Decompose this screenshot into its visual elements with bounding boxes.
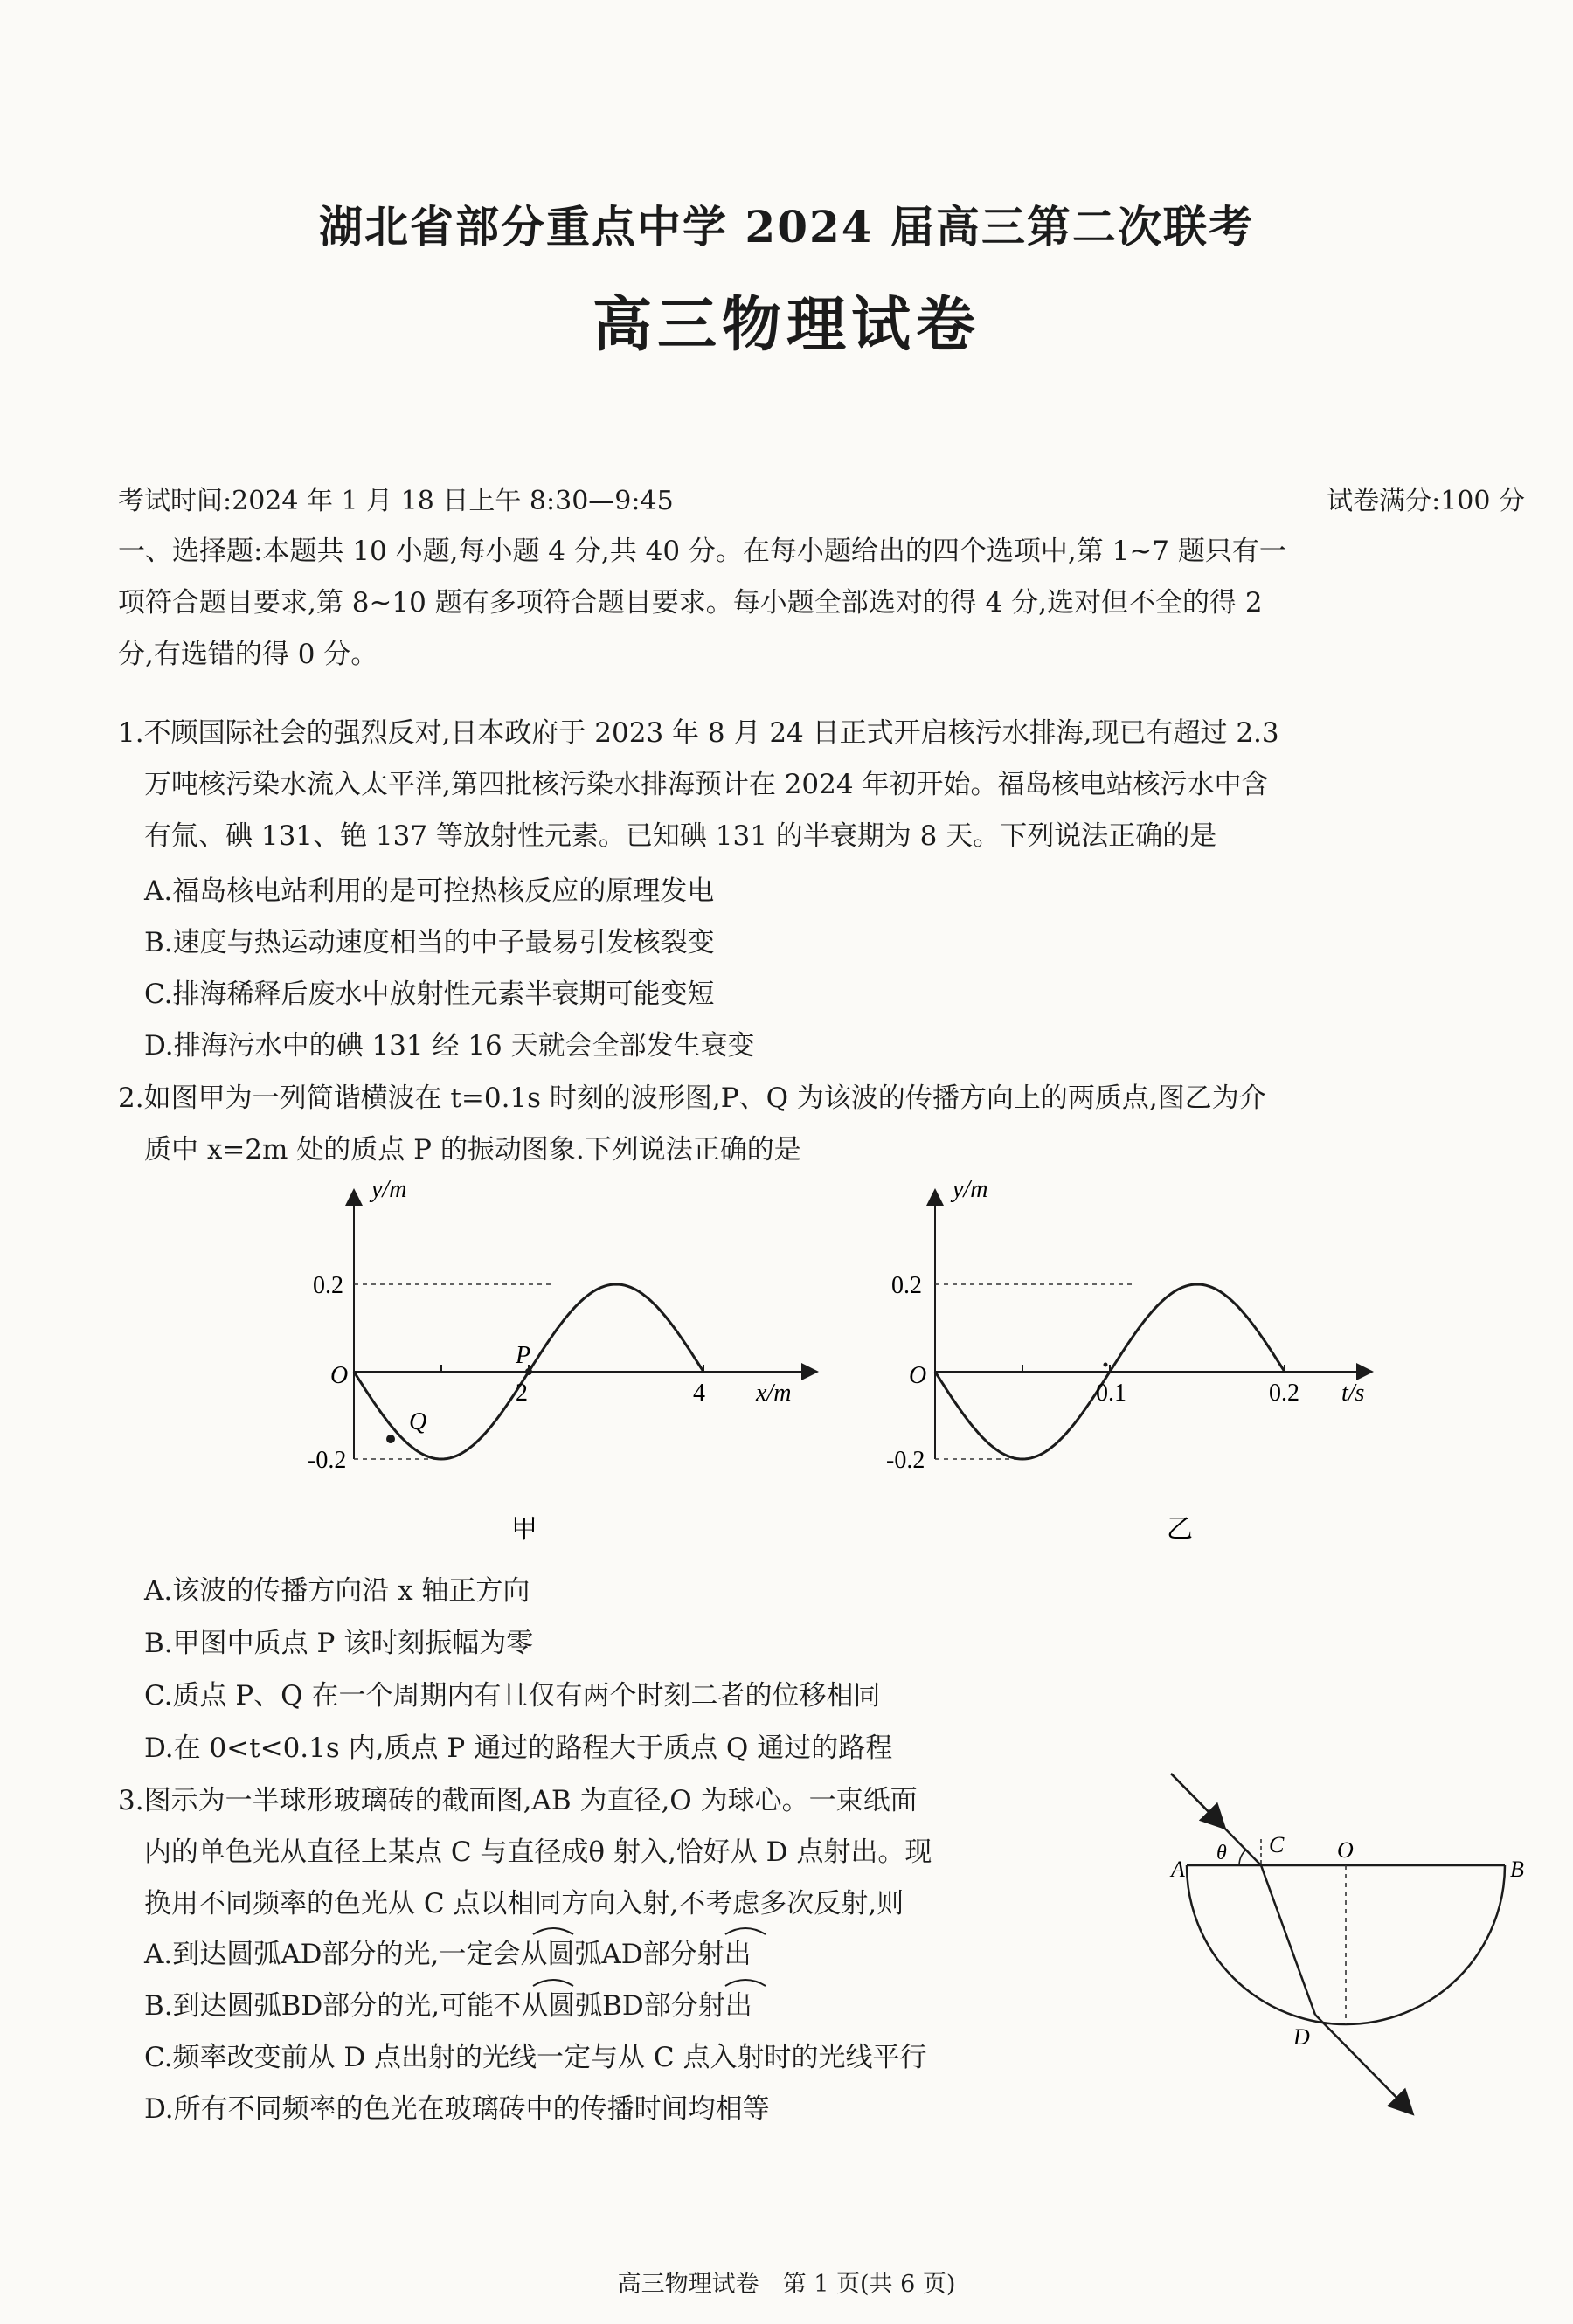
- y-tick-label: 0.2: [891, 1272, 922, 1299]
- label-c: C: [1269, 1832, 1285, 1857]
- x-tick-label: 0.1: [1096, 1380, 1126, 1407]
- figure-wave-graph: [306, 1171, 830, 1555]
- emergent-ray: [1315, 2015, 1411, 2113]
- figure-hemisphere-glass: [1136, 1765, 1538, 2141]
- q2-option-a: A.该波的传播方向沿 x 轴正方向: [144, 1575, 530, 1607]
- question-line: 2.如图甲为一列简谐横波在 t=0.1s 时刻的波形图,P、Q 为该波的传播方向上的两质点,图乙为介: [118, 1082, 1266, 1114]
- question-line: 内的单色光从直径上某点 C 与直径成θ 射入,恰好从 D 点射出。现: [144, 1836, 932, 1868]
- origin-label: O: [909, 1362, 927, 1389]
- y-axis-label: y/m: [371, 1176, 407, 1203]
- y-tick-label: -0.2: [308, 1447, 347, 1474]
- section-line: 项符合题目要求,第 8~10 题有多项符合题目要求。每小题全部选对的得 4 分,选对但不全的得 2: [118, 587, 1263, 619]
- origin-label: O: [330, 1362, 349, 1389]
- exam-title: 湖北省部分重点中学 2024 届高三第二次联考: [319, 201, 1254, 252]
- arc-marks: [144, 1919, 931, 2015]
- q3-option-d: D.所有不同频率的色光在玻璃砖中的传播时间均相等: [144, 2093, 770, 2125]
- y-axis-label: y/m: [953, 1176, 988, 1203]
- label-d: D: [1293, 2024, 1310, 2050]
- question-line: 万吨核污染水流入太平洋,第四批核污染水排海预计在 2024 年初开始。福岛核电站核污水中含: [144, 769, 1269, 800]
- q1-option-c: C.排海稀释后废水中放射性元素半衰期可能变短: [144, 979, 715, 1010]
- point-q-label: Q: [409, 1408, 427, 1435]
- question-1-stem: [118, 708, 1538, 862]
- point-p: [525, 1368, 532, 1375]
- question-3-stem: [118, 1775, 1132, 1930]
- label-theta: θ: [1216, 1842, 1227, 1864]
- refracted-ray: [1261, 1865, 1315, 2015]
- x-axis-label: x/m: [756, 1380, 792, 1407]
- section-instructions: [118, 526, 1538, 681]
- full-score: 试卷满分:100 分: [1327, 486, 1525, 516]
- section-line: 分,有选错的得 0 分。: [118, 639, 378, 670]
- q2-option-d: D.在 0<t<0.1s 内,质点 P 通过的路程大于质点 Q 通过的路程: [144, 1733, 893, 1764]
- exam-time: 考试时间:2024 年 1 月 18 日上午 8:30—9:45: [118, 486, 674, 516]
- label-b: B: [1510, 1857, 1524, 1882]
- question-line: 质中 x=2m 处的质点 P 的振动图象.下列说法正确的是: [144, 1134, 801, 1165]
- q3-option-a: A.到达圆弧AD部分的光,一定会从圆弧AD部分射出: [144, 1939, 752, 1970]
- q3-option-c: C.频率改变前从 D 点出射的光线一定与从 C 点入射时的光线平行: [144, 2042, 927, 2073]
- question-2-stem: [118, 1073, 1538, 1176]
- q2-option-c: C.质点 P、Q 在一个周期内有且仅有两个时刻二者的位移相同: [144, 1680, 881, 1712]
- x-tick-label: 0.2: [1269, 1380, 1299, 1407]
- x-axis-label: t/s: [1341, 1380, 1365, 1407]
- q1-option-d: D.排海污水中的碘 131 经 16 天就会全部发生衰变: [144, 1030, 755, 1062]
- question-line: 3.图示为一半球形玻璃砖的截面图,AB 为直径,O 为球心。一束纸面: [118, 1785, 918, 1816]
- q1-option-b: B.速度与热运动速度相当的中子最易引发核裂变: [144, 927, 715, 958]
- q1-option-a: A.福岛核电站利用的是可控热核反应的原理发电: [144, 875, 715, 907]
- question-line: 有氚、碘 131、铯 137 等放射性元素。已知碘 131 的半衰期为 8 天。下列说法正确的是: [144, 820, 1217, 852]
- page-footer: 高三物理试卷 第 1 页(共 6 页): [617, 2271, 956, 2298]
- x-tick-label: 4: [693, 1380, 705, 1407]
- label-a: A: [1171, 1857, 1185, 1882]
- figure-vibration-graph: [874, 1171, 1398, 1555]
- label-o: O: [1337, 1837, 1354, 1863]
- point-q: [386, 1435, 395, 1443]
- figure-caption: 甲: [511, 1515, 537, 1544]
- q2-option-b: B.甲图中质点 P 该时刻振幅为零: [144, 1628, 534, 1659]
- question-line: 换用不同频率的色光从 C 点以相同方向入射,不考虑多次反射,则: [144, 1888, 904, 1919]
- y-tick-label: 0.2: [313, 1272, 343, 1299]
- q3-option-b: B.到达圆弧BD部分的光,可能不从圆弧BD部分射出: [144, 1990, 752, 2022]
- figure-caption: 乙: [1167, 1515, 1193, 1544]
- x-tick-label: 2: [516, 1380, 528, 1407]
- exam-subtitle: 高三物理试卷: [592, 290, 981, 360]
- question-line: 1.不顾国际社会的强烈反对,日本政府于 2023 年 8 月 24 日正式开启核污水排海,现已有超过 2.3: [118, 717, 1279, 749]
- section-line: 一、选择题:本题共 10 小题,每小题 4 分,共 40 分。在每小题给出的四个选项中,第 1~7 题只有一: [118, 536, 1286, 567]
- point-p-label: P: [516, 1342, 531, 1369]
- y-tick-label: -0.2: [886, 1447, 925, 1474]
